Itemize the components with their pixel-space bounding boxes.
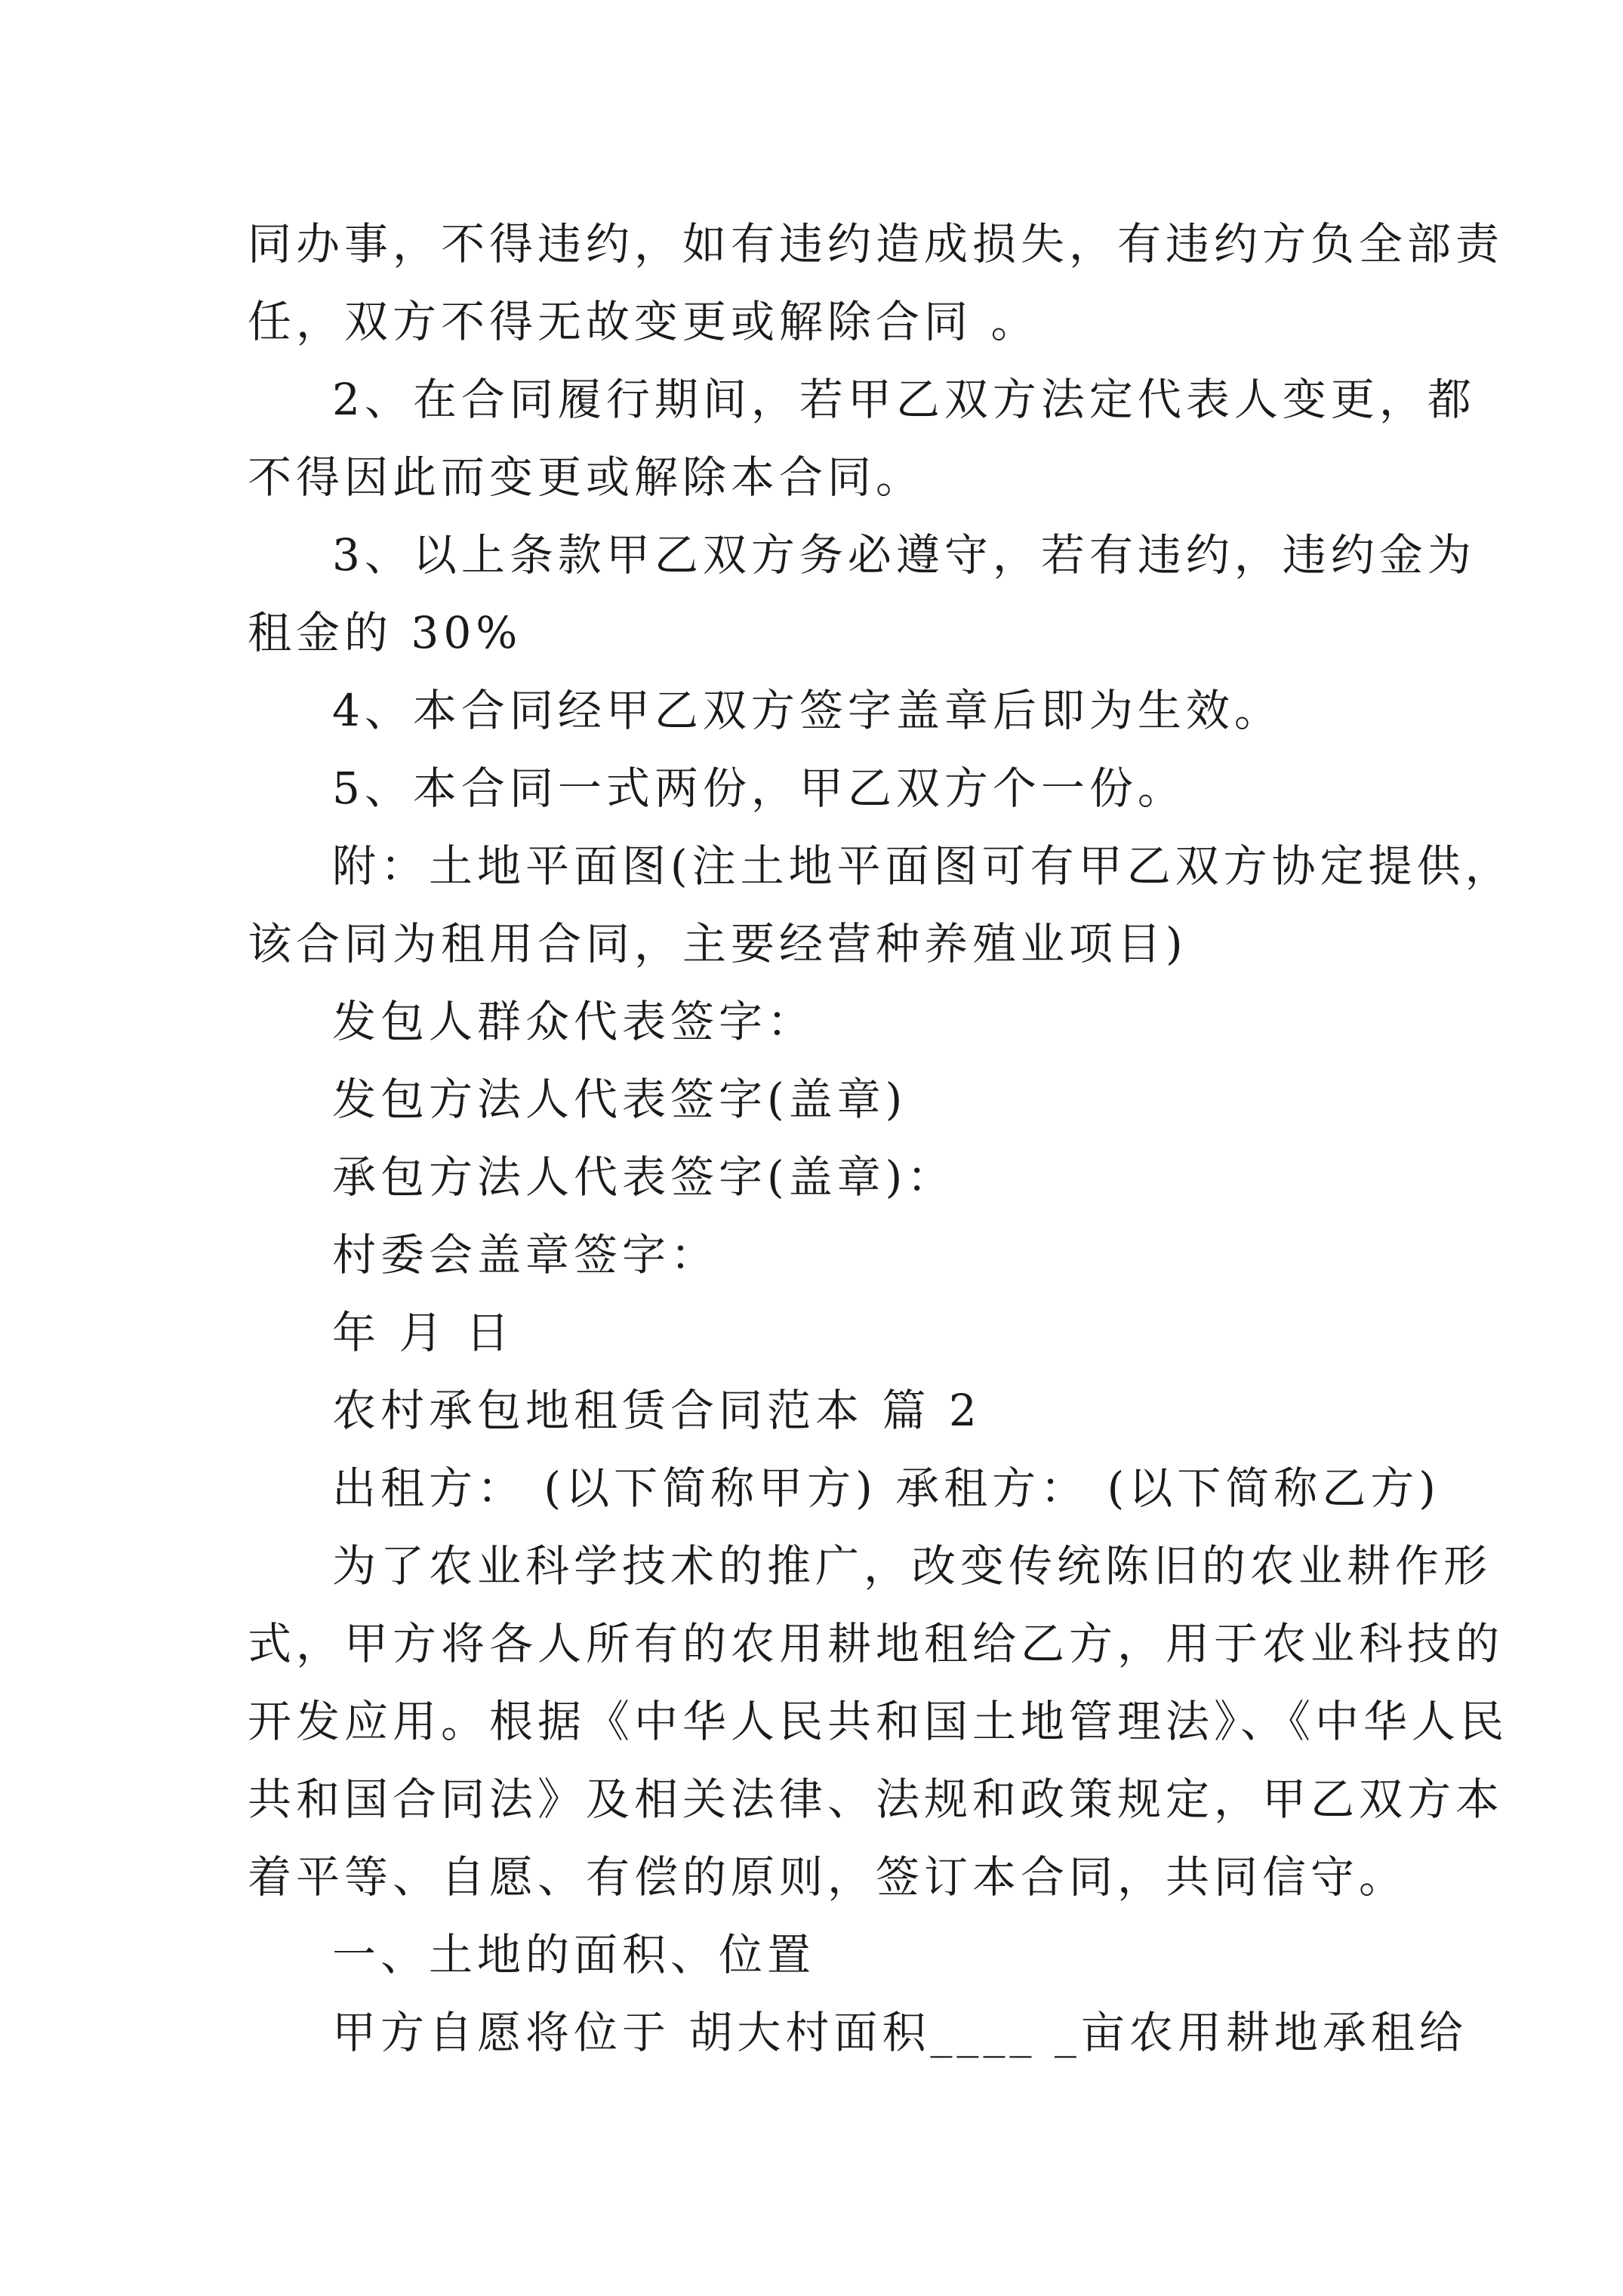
- text-line: 共和国合同法》及相关法律、法规和政策规定，甲乙双方本: [248, 1774, 1504, 1825]
- land-location-line: 甲方自愿将位于 胡大村面积____ _亩农用耕地承租给: [332, 2007, 1467, 2058]
- text-line: 该合同为租用合同，主要经营种养殖业项目): [248, 918, 1187, 969]
- clause-5: 5、本合同一式两份，甲乙双方个一份。: [332, 763, 1186, 814]
- clause-2: 2、在合同履行期间，若甲乙双方法定代表人变更，都: [332, 374, 1476, 425]
- text-line: 不得因此而变更或解除本合同。: [248, 451, 925, 503]
- text-line: 式，甲方将各人所有的农用耕地租给乙方，用于农业科技的: [248, 1618, 1504, 1669]
- signature-line-village-committee: 村委会盖章签字：: [332, 1229, 719, 1281]
- date-line: 年 月 日: [332, 1307, 514, 1358]
- attachment-note: 附：土地平面图(注土地平面图可有甲乙双方协定提供，: [332, 840, 1514, 892]
- signature-line-representative: 发包人群众代表签字：: [332, 996, 816, 1047]
- document-body: [248, 205, 1514, 2072]
- clause-3: 3、以上条款甲乙双方务必遵守，若有违约，违约金为: [332, 529, 1476, 581]
- text-line: 开发应用。根据《中华人民共和国土地管理法》、《中华人民: [248, 1696, 1509, 1747]
- text-line: 任，双方不得无故变更或解除合同 。: [248, 296, 1039, 347]
- signature-line-contractor: 承包方法人代表签字(盖章)：: [332, 1151, 956, 1203]
- text-line: 同办事，不得违约，如有违约造成损失，有违约方负全部责: [248, 218, 1504, 270]
- signature-line-issuer: 发包方法人代表签字(盖章): [332, 1074, 907, 1125]
- text-line: 租金的 30%: [248, 607, 522, 658]
- text-line: 着平等、自愿、有偿的原则，签订本合同，共同信守。: [248, 1851, 1408, 1903]
- section-title: 农村承包地租赁合同范本 篇 2: [332, 1385, 981, 1436]
- parties-line: 出租方： (以下简称甲方) 承租方： (以下简称乙方): [332, 1462, 1440, 1514]
- clause-4: 4、本合同经甲乙双方签字盖章后即为生效。: [332, 685, 1283, 736]
- heading-land-area: 一、土地的面积、位置: [332, 1929, 816, 1980]
- preamble-paragraph: 为了农业科学技术的推广，改变传统陈旧的农业耕作形: [332, 1540, 1492, 1592]
